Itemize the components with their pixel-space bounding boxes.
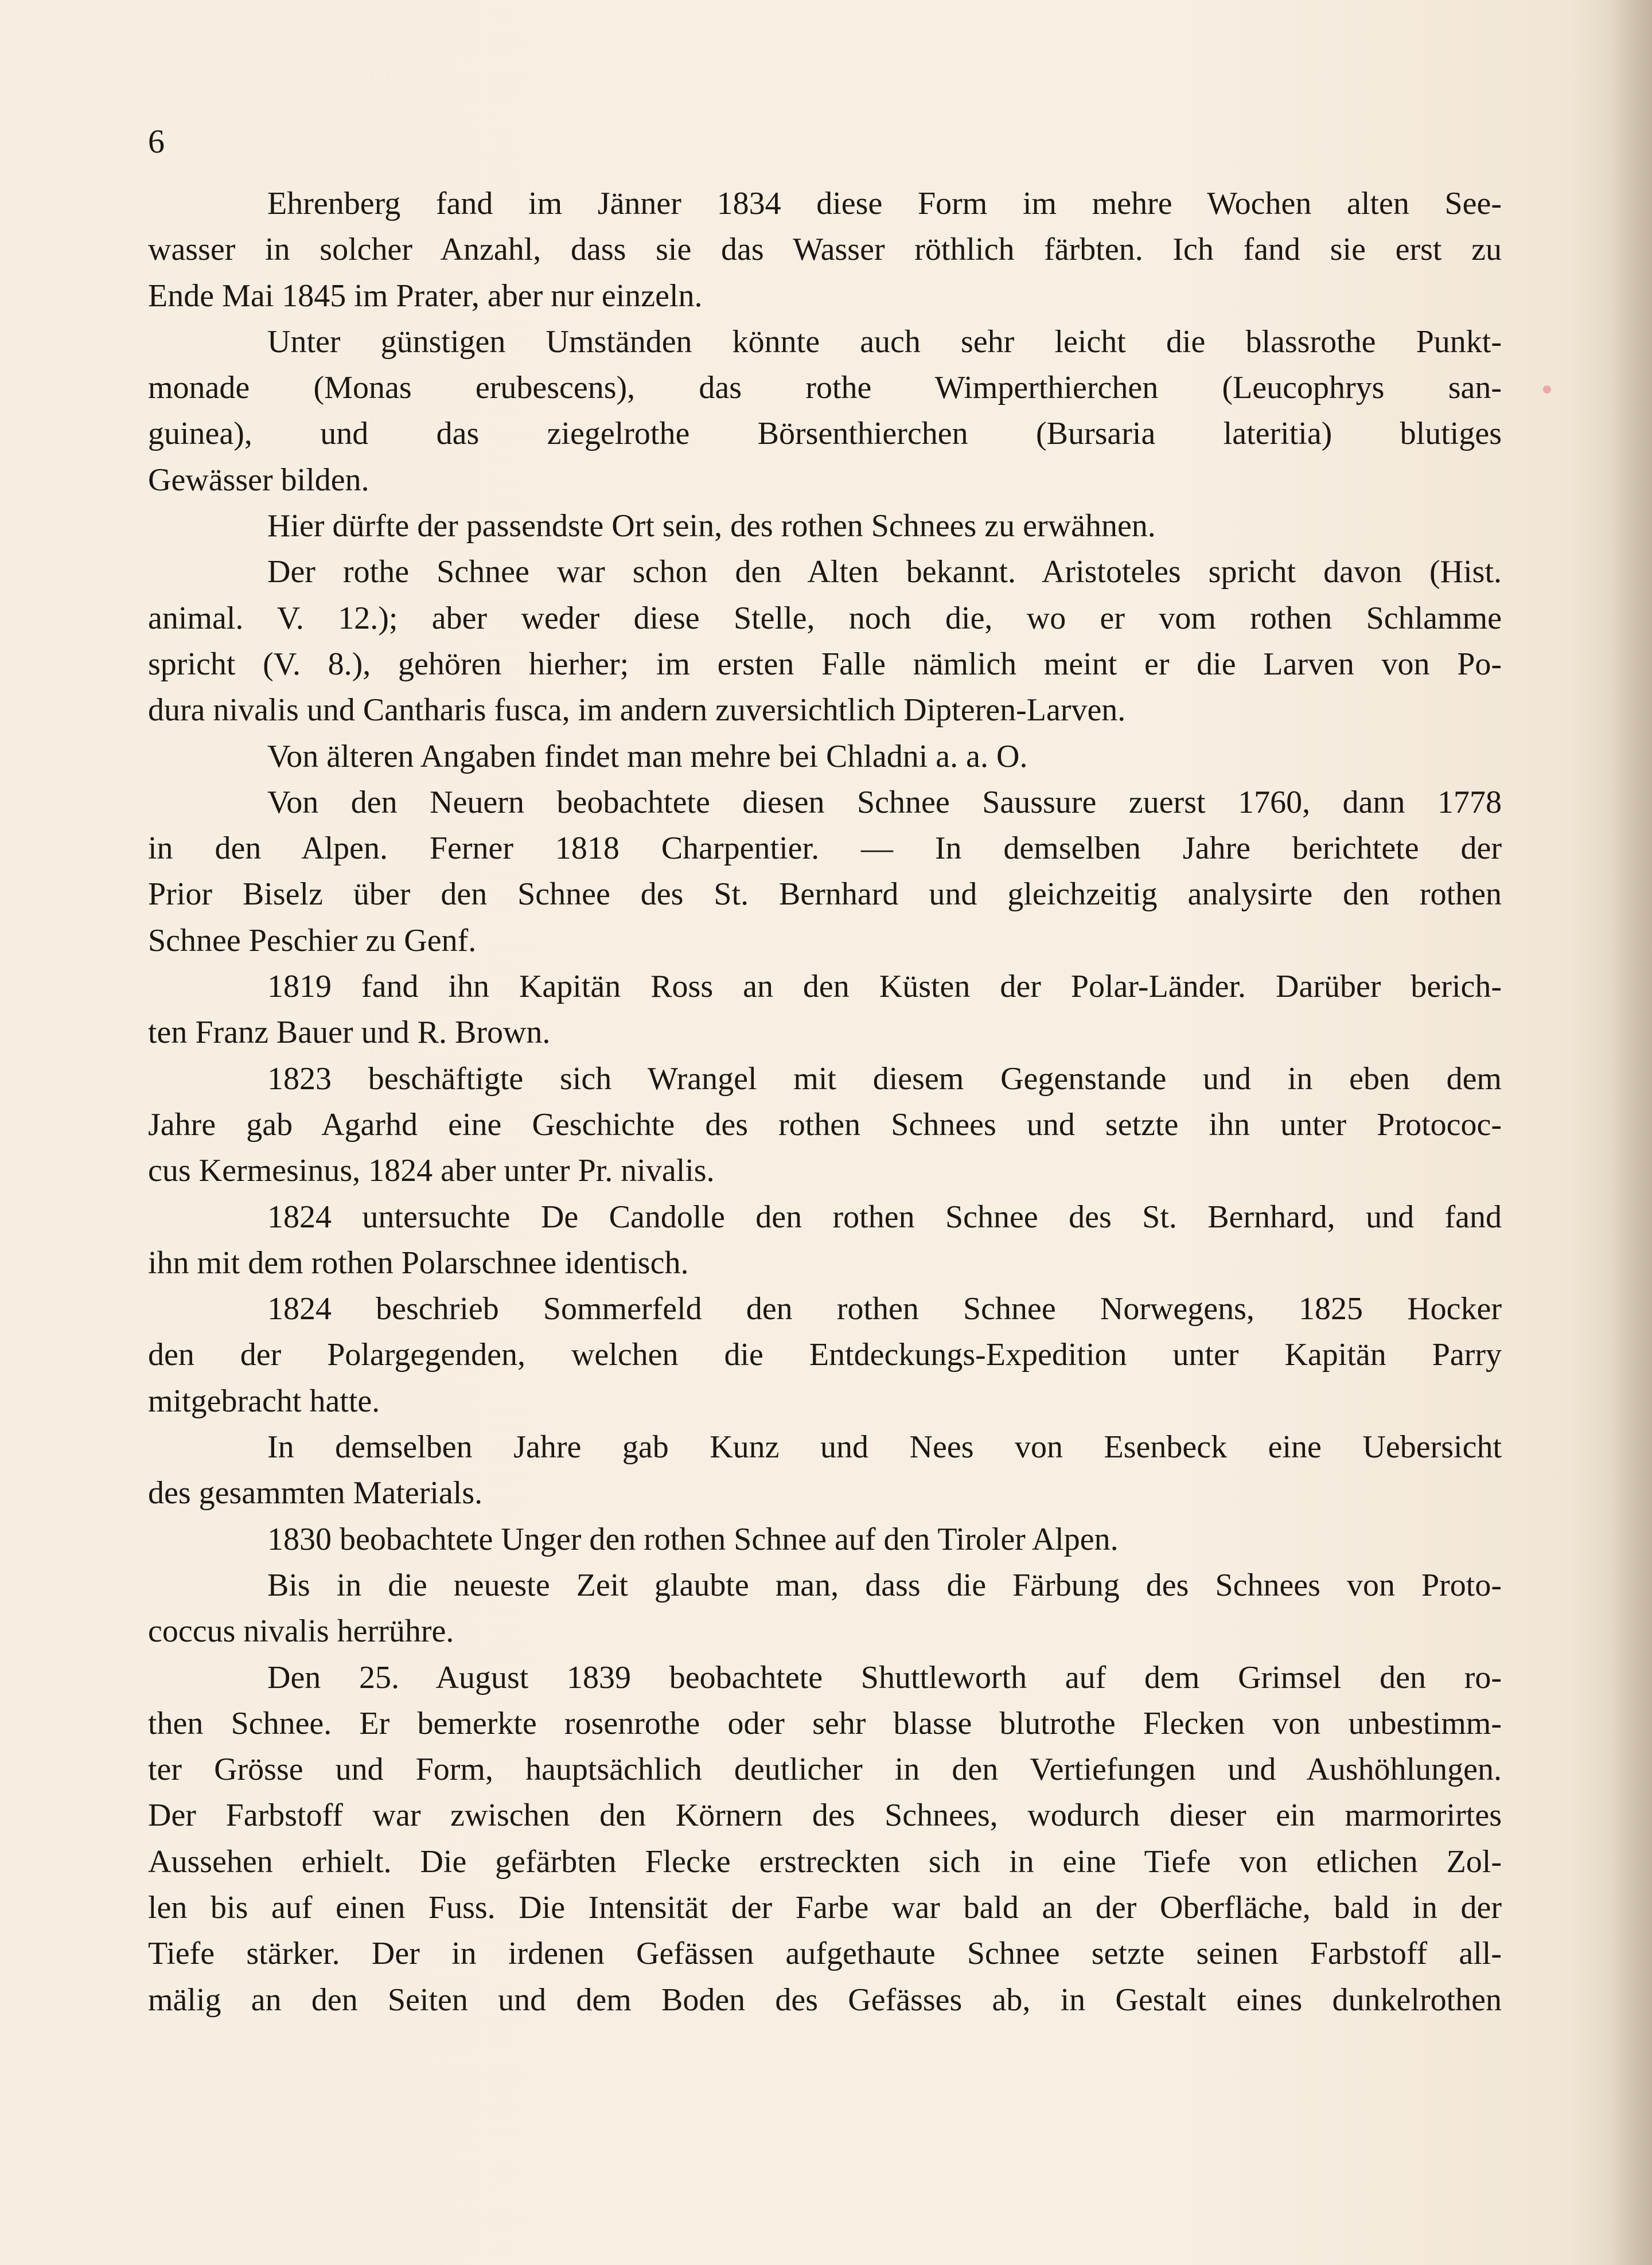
text-line: Schnee Peschier zu Genf. <box>148 922 477 958</box>
text-line: Tiefe stärker. Der in irdenen Gefässen aufgethaute Schnee setzte seinen Farbstoff all- <box>148 1936 1502 1972</box>
page-edge-shadow <box>1612 0 1652 2265</box>
text-line: ihn mit dem rothen Polarschnee identisch. <box>148 1245 689 1281</box>
text-line: 1824 beschrieb Sommerfeld den rothen Schnee Norwegens, 1825 Hocker <box>267 1291 1502 1327</box>
text-line: Ehrenberg fand im Jänner 1834 diese Form im mehre Wochen alten See- <box>267 186 1502 221</box>
text-line: Aussehen erhielt. Die gefärbten Flecke erstreckten sich in eine Tiefe von etlichen Zol- <box>148 1843 1502 1880</box>
text-line: Der Farbstoff war zwischen den Körnern des Schnees, wodurch dieser ein marmorirtes <box>148 1798 1502 1834</box>
text-line: Unter günstigen Umständen könnte auch sehr leicht die blassrothe Punkt- <box>267 323 1502 360</box>
text-line: Den 25. August 1839 beobachtete Shuttleworth auf dem Grimsel den ro- <box>267 1659 1502 1695</box>
text-line: 1823 beschäftigte sich Wrangel mit diesem Gegenstande und in eben dem <box>267 1061 1502 1097</box>
text-line: animal. V. 12.); aber weder diese Stelle, noch die, wo er vom rothen Schlamme <box>148 600 1502 636</box>
body-text <box>148 181 1502 2023</box>
text-line: wasser in solcher Anzahl, dass sie das Wasser röthlich färbten. Ich fand sie erst zu <box>148 232 1502 268</box>
text-line: Von älteren Angaben findet man mehre bei Chladni a. a. O. <box>267 738 1028 774</box>
text-line: Prior Biselz über den Schnee des St. Bernhard und gleichzeitig analysirte den rothen <box>148 876 1502 913</box>
text-line: Jahre gab Agarhd eine Geschichte des rothen Schnees und setzte ihn unter Protococ- <box>148 1106 1502 1143</box>
text-line: monade (Monas erubescens), das rothe Wimperthierchen (Leucophrys san- <box>148 370 1502 406</box>
text-line: Bis in die neueste Zeit glaubte man, dass die Färbung des Schnees von Proto- <box>267 1567 1502 1603</box>
text-line: guinea), und das ziegelrothe Börsenthierchen (Bursaria lateritia) blutiges <box>148 416 1502 452</box>
text-line: 1824 untersuchte De Candolle den rothen Schnee des St. Bernhard, und fand <box>267 1199 1502 1235</box>
text-line: in den Alpen. Ferner 1818 Charpentier. — In demselben Jahre berichtete der <box>148 831 1502 867</box>
page-number: 6 <box>148 123 165 160</box>
text-line: 1830 beobachtete Unger den rothen Schnee auf den Tiroler Alpen. <box>267 1521 1119 1557</box>
text-line: ten Franz Bauer und R. Brown. <box>148 1015 551 1051</box>
text-line: 1819 fand ihn Kapitän Ross an den Küsten der Polar-Länder. Darüber berich- <box>267 969 1502 1005</box>
text-line: len bis auf einen Fuss. Die Intensität der Farbe war bald an der Oberfläche, bald in der <box>148 1889 1502 1925</box>
text-line: Der rothe Schnee war schon den Alten bekannt. Aristoteles spricht davon (Hist. <box>267 554 1502 590</box>
text-line: mitgebracht hatte. <box>148 1383 380 1419</box>
text-line: Von den Neuern beobachtete diesen Schnee Saussure zuerst 1760, dann 1778 <box>267 784 1502 820</box>
text-line: spricht (V. 8.), gehören hierher; im ersten Falle nämlich meint er die Larven von Po- <box>148 646 1502 682</box>
text-line: coccus nivalis herrühre. <box>148 1613 454 1650</box>
text-line: In demselben Jahre gab Kunz und Nees von Esenbeck eine Uebersicht <box>267 1429 1502 1465</box>
text-line: mälig an den Seiten und dem Boden des Gefässes ab, in Gestalt eines dunkelrothen <box>148 1982 1502 2018</box>
text-line: cus Kermesinus, 1824 aber unter Pr. nivalis. <box>148 1153 715 1189</box>
text-line: dura nivalis und Cantharis fusca, im andern zuversichtlich Dipteren-Larven. <box>148 692 1126 728</box>
text-line: ter Grösse und Form, hauptsächlich deutlicher in den Vertiefungen und Aushöhlungen. <box>148 1752 1502 1788</box>
text-line: Ende Mai 1845 im Prater, aber nur einzeln. <box>148 278 703 314</box>
text-line: then Schnee. Er bemerkte rosenrothe oder sehr blasse blutrothe Flecken von unbestimm- <box>148 1705 1502 1741</box>
text-line: den der Polargegenden, welchen die Entdeckungs-Expedition unter Kapitän Parry <box>148 1337 1502 1373</box>
text-line: Gewässer bilden. <box>148 462 369 498</box>
text-line: des gesammten Materials. <box>148 1475 483 1511</box>
ink-spot <box>1543 385 1551 393</box>
text-line: Hier dürfte der passendste Ort sein, des rothen Schnees zu erwähnen. <box>267 508 1156 544</box>
